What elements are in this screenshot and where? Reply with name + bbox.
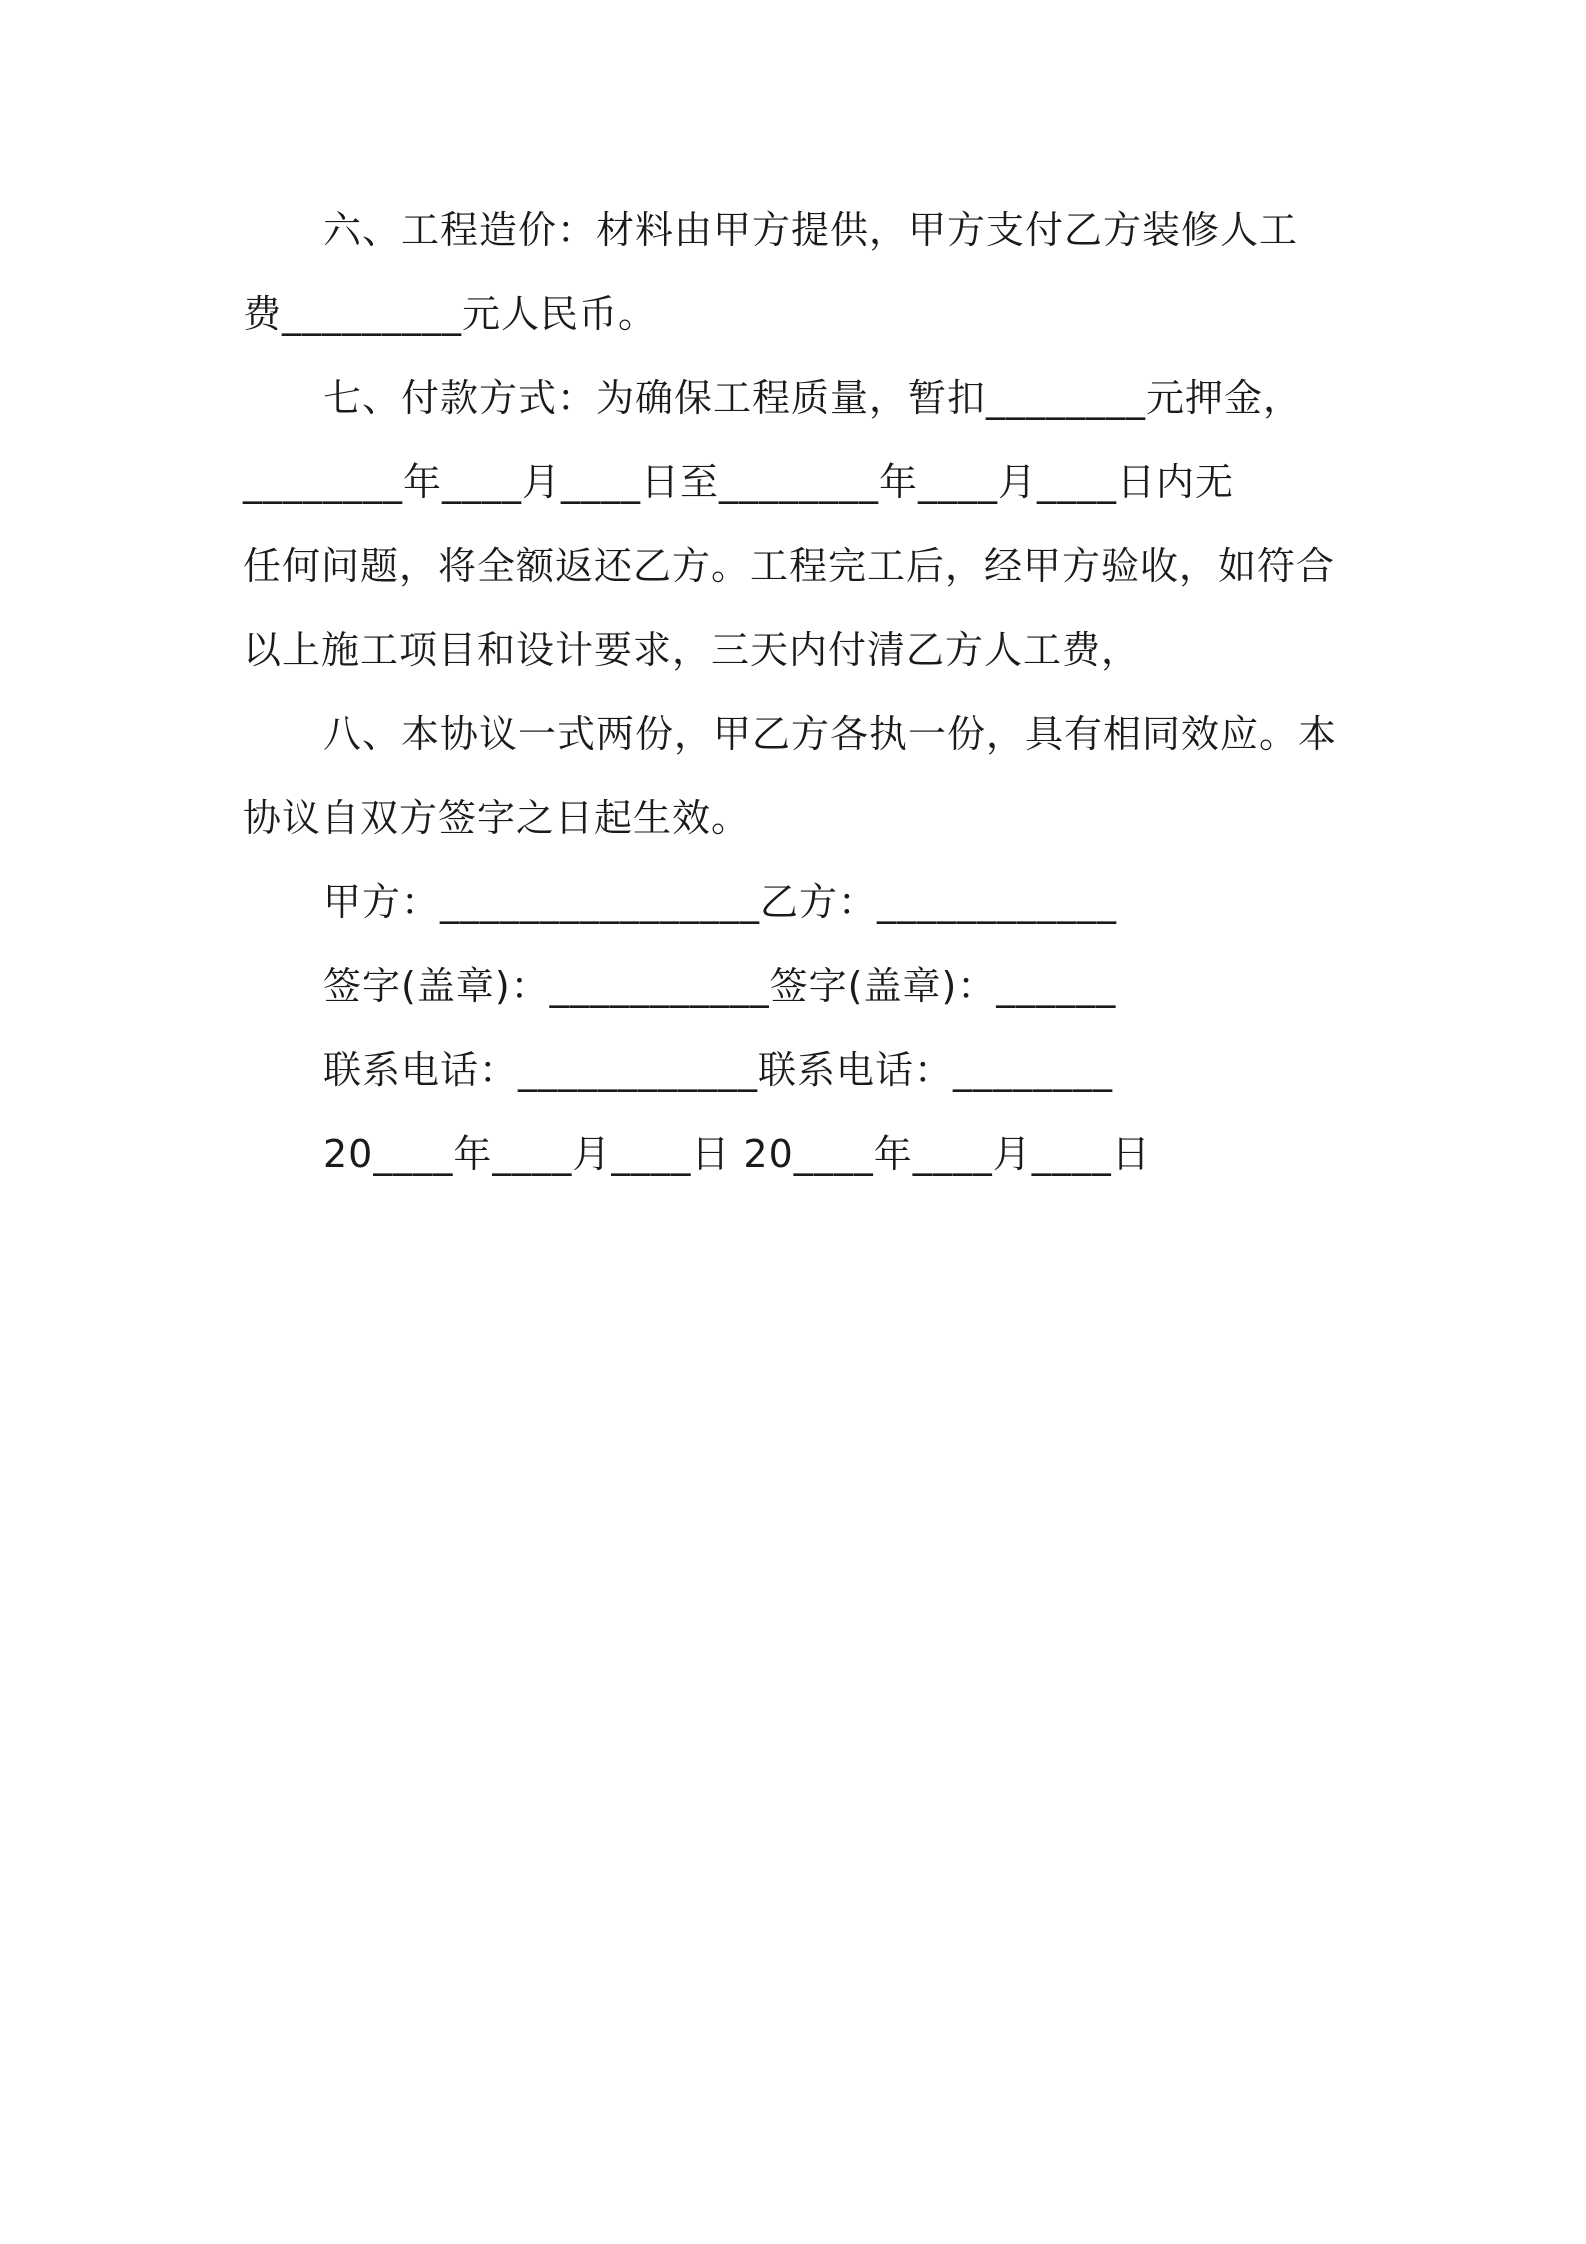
clause-7-line-4: 以上施工项目和设计要求，三天内付清乙方人工费，: [243, 628, 1141, 672]
date-line: 20____年____月____日 20____年____月____日: [323, 1132, 1151, 1176]
clause-6-line-1: 六、工程造价：材料由甲方提供，甲方支付乙方装修人工: [323, 208, 1299, 252]
signature-seal-line: 签字(盖章)：___________签字(盖章)：______: [323, 964, 1117, 1008]
clause-8-line-2: 协议自双方签字之日起生效。: [243, 796, 751, 840]
clause-7-line-2: ________年____月____日至________年____月____日内无: [243, 460, 1235, 504]
clause-7-line-3: 任何问题，将全额返还乙方。工程完工后，经甲方验收，如符合: [243, 544, 1336, 588]
clause-6-line-2: 费_________元人民币。: [243, 292, 658, 336]
party-names-line: 甲方：________________乙方：____________: [323, 880, 1118, 924]
contact-phone-line: 联系电话：____________联系电话：________: [323, 1048, 1114, 1092]
clause-7-line-1: 七、付款方式：为确保工程质量，暂扣________元押金，: [323, 376, 1303, 420]
clause-8-line-1: 八、本协议一式两份，甲乙方各执一份，具有相同效应。本: [323, 712, 1338, 756]
